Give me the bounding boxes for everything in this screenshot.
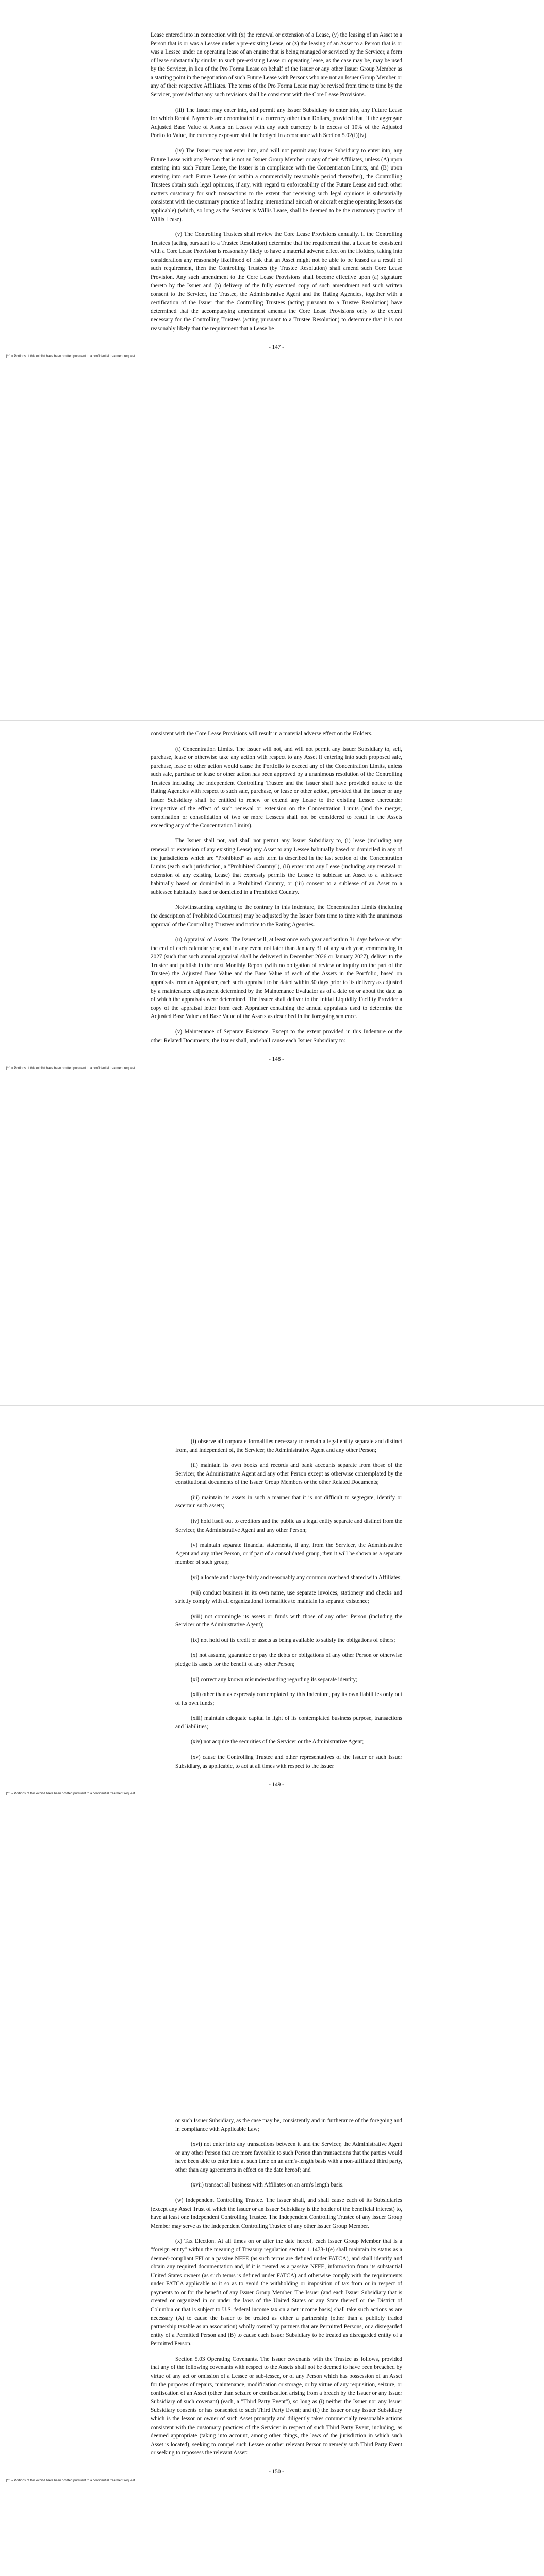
confidential-footnote: [**] = Portions of this exhibit have been omitted pursuant to a confidential treatment request. — [6, 1791, 136, 1795]
list-item: (x) not assume, guarantee or pay the debts or obligations of any other Person or otherwise pledge its assets for the benefit of any other Person; — [175, 1652, 402, 1667]
list-item: (ix) not hold out its credit or assets as being available to satisfy the obligations of others; — [191, 1637, 395, 1643]
list-item: (xiv) not acquire the securities of the Servicer or the Administrative Agent; — [191, 1739, 364, 1745]
page-body — [151, 1437, 402, 1789]
paragraph: (iv) The Issuer may not enter into, and will not permit any Issuer Subsidiary to enter into, any Future Lease with any Person that is not an Issuer Group Member or any of their Affiliates, unless (A) upon entering into such Future Lease, the Issuer is in compliance with the Concentration Limits, and (B) upon entering into such Future Lease (or within a commercially reasonable period thereafter), the Controlling Trustees obtain such legal opinions, if any, with regard to enforceability of the Future Lease and such other matters customary for such transactions to the extent that receiving such legal opinions is substantially consistent with the customary practice of leading international aircraft or aircraft engine operating lessors (as applicable) (which, so long as the Servicer is Willis Lease, shall be deemed to be the customary practice of Willis Lease). — [151, 147, 402, 223]
list-item: (i) observe all corporate formalities necessary to remain a legal entity separate and distinct from, and independent of, the Servicer, the Administrative Agent and any other Person; — [175, 1438, 402, 1453]
list-item: (v) maintain separate financial statements, if any, from the Servicer, the Administrative Agent and any other Person, or if part of a consolidated group, then it will be shown as a separate member of such group; — [175, 1542, 402, 1566]
page-number: - 149 - — [269, 1782, 284, 1788]
paragraph: Notwithstanding anything to the contrary in this Indenture, the Concentration Limits (including the description of Prohibited Countries) may be adjusted by the Issuer from time to time with the unanimous approval of the Controlling Trustees and notice to the Rating Agencies. — [151, 904, 402, 928]
page-body — [151, 31, 402, 352]
page-body — [151, 730, 402, 1064]
page-147 — [0, 31, 544, 359]
page-150 — [0, 2116, 544, 2483]
list-item: (vii) conduct business in its own name, use separate invoices, stationery and checks and strictly comply with all organizational formalities to maintain its separate existence; — [175, 1589, 402, 1605]
paragraph: or such Issuer Subsidiary, as the case may be, consistently and in furtherance of the foregoing and in compliance with Applicable Law; — [175, 2117, 402, 2132]
page-149 — [0, 1437, 544, 1796]
paragraph: (v) Maintenance of Separate Existence. Except to the extent provided in this Indenture or the other Related Documents, the Issuer shall, and shall cause each Issuer Subsidiary to: — [151, 1028, 402, 1044]
list-item: (ii) maintain its own books and records and bank accounts separate from those of the Servicer, the Administrative Agent and any other Person except as otherwise contemplated by the constitutional documents of the Issuer Group Members or the other Related Documents; — [175, 1462, 402, 1486]
paragraph: (u) Appraisal of Assets. The Issuer will, at least once each year and within 31 days before or after the end of each calendar year, and in any event not later than January 31 of any such year, commencing in 2027 (such that such annual appraisal shall be delivered in December 2026 or January 2027), deliver to the Trustee and publish in the next Monthly Report (with no obligation of review or inquiry on the part of the Trustee) the Adjusted Base Value and the Base Value of each of the Assets in the Portfolio, based on appraisals from an Appraiser, each such appraisal to be dated within 30 days prior to its delivery as adjusted by a maintenance adjustment determined by the Maintenance Evaluator as of a date on or about the date as of which the appraisals were determined. The Issuer shall deliver to the Initial Liquidity Facility Provider a copy of the appraisal letter from each Appraiser containing the annual appraisals used to determine the Adjusted Base Value and Base Value of the Assets as described in the foregoing sentence. — [151, 937, 402, 1020]
page-148 — [0, 730, 544, 1071]
paragraph: Section 5.03 Operating Covenants. The Issuer covenants with the Trustee as follows, provided that any of the following covenants with respect to the Assets shall not be deemed to have been breached by virtue of any act or omission of a Lessee or sub-lessee, or of any Person which has possession of an Asset for the purposes of repairs, maintenance, modification or storage, or by virtue of any requisition, seizure, or confiscation of an Asset (other than seizure or confiscation arising from a breach by the Issuer or any Issuer Subsidiary of such covenant) (each, a "Third Party Event"), so long as (i) neither the Issuer nor any Issuer Subsidiary consents or has consented to such Third Party Event; and (ii) the Issuer or any Issuer Subsidiary which is the lessor or owner of such Asset promptly and diligently takes commercially reasonable actions consistent with the customary practices of the Servicer in respect of such Third Party Event, including, as deemed appropriate (taking into account, among other things, the laws of the jurisdiction in which such Asset is located), seeking to compel such Lessee or other relevant Person to remedy such Third Party Event or seeking to repossess the relevant Asset: — [151, 2355, 402, 2456]
confidential-footnote: [**] = Portions of this exhibit have been omitted pursuant to a confidential treatment request. — [6, 2479, 136, 2483]
page-number: - 147 - — [269, 344, 284, 351]
paragraph: consistent with the Core Lease Provisions will result in a material adverse effect on the Holders. — [151, 731, 373, 737]
page-divider — [0, 720, 544, 721]
paragraph: (iii) The Issuer may enter into, and permit any Issuer Subsidiary to enter into, any Future Lease for which Rental Payments are denominated in a currency other than Dollars, provided that, if the aggregate Adjusted Base Value of Assets on Leases with any such currency is in excess of 10% of the Adjusted Portfolio Value, the currency exposure shall be hedged in accordance with Section 5.02(f)(iv). — [151, 107, 402, 139]
paragraph: The Issuer shall not, and shall not permit any Issuer Subsidiary to, (i) lease (including any renewal or extension of any existing Lease) any Asset to any Lessee habitually based or domiciled in any of the jurisdictions which are "Prohibited" as such term is described in the last section of the Concentration Limits (each such jurisdiction, a "Prohibited Country"), (ii) enter into any Lease (including any renewal or extension of any existing Lease) that expressly permits the Lessee to sublease an Asset to a sublessee habitually based or domiciled in a Prohibited Country, or (iii) consent to a sublease of an Asset to a sublessee habitually based or domiciled in a Prohibited Country. — [151, 838, 402, 895]
paragraph: (w) Independent Controlling Trustee. The Issuer shall, and shall cause each of its Subsidiaries (except any Asset Trust of which the Issuer or an Issuer Subsidiary is the holder of the beneficial interest) to, have at least one Independent Controlling Trustee. The Independent Controlling Trustee of any Issuer Group Member may serve as the Independent Controlling Trustee of any other Issuer Group Member. — [151, 2197, 402, 2229]
paragraph: Lease entered into in connection with (x) the renewal or extension of a Lease, (y) the leasing of an Asset to a Person that is or was a Lessee under a pre-existing Lease, or (z) the leasing of an Asset to a Person that is or was a Lessee under an operating lease of an engine that is being managed or serviced by the Servicer, a form of lease substantially similar to such pre-existing Lease or operating lease, as the case may be, may be used by the Servicer, in lieu of the Pro Forma Lease on behalf of the Issuer or any other Issuer Group Member as a starting point in the negotiation of such Future Lease with Persons who are not an Issuer Group Member or any of their respective Affiliates. The terms of the Pro Forma Lease may be revised from time to time by the Servicer, provided that any such revisions shall be consistent with the Core Lease Provisions. — [151, 32, 402, 98]
page-number: - 148 - — [269, 1056, 284, 1063]
page-body — [151, 2116, 402, 2476]
paragraph: (v) The Controlling Trustees shall review the Core Lease Provisions annually. If the Controlling Trustees (acting pursuant to a Trustee Resolution) determine that the requirement that a Lease be consistent with a Core Lease Provision is reasonably likely to have a material adverse effect on the Holders, taking into consideration any reasonably likelihood of risk that an Asset might not be able to be leased as a result of such requirement, then the Controlling Trustees (by Trustee Resolution) shall amend such Core Lease Provision. Any such amendment to the Core Lease Provisions shall become effective upon (a) signature thereto by the Issuer and (b) delivery of the fully executed copy of such amendment and such written consent to the Servicer, the Trustee, the Administrative Agent and the Rating Agencies, together with a certification of the Issuer that the Controlling Trustees (acting pursuant to a Trustee Resolution) have determined that the accompanying amendment amends the Core Lease Provisions only to the extent necessary for the Controlling Trustees (acting pursuant to a Trustee Resolution) to determine that it is not reasonably likely that the requirement that a Lease be — [151, 231, 402, 332]
list-item: (xiii) maintain adequate capital in light of its contemplated business purpose, transactions and liabilities; — [175, 1715, 402, 1730]
paragraph: (t) Concentration Limits. The Issuer will not, and will not permit any Issuer Subsidiary to, sell, purchase, lease or otherwise take any action with respect to any Asset if entering into such proposed sale, purchase, lease or other action would cause the Portfolio to exceed any of the Concentration Limits, unless such sale, purchase or lease or other action has been approved by a unanimous resolution of the Controlling Trustees including the Independent Controlling Trustee and the Issuer shall have provided notice to the Rating Agencies with respect to such sale, purchase, or lease or other action, provided that the Issuer or any Issuer Subsidiary shall be entitled to renew or extend any Lease to the existing Lessee thereunder irrespective of the effect of such renewal or extension on the Concentration Limits (and the merger, combination or consolidation of two or more Lessees shall not be considered to result in the Assets exceeding any of the Concentration Limits). — [151, 745, 402, 829]
paragraph: (x) Tax Election. At all times on or after the date hereof, each Issuer Group Member that is a "foreign entity" within the meaning of Treasury regulation section 1.1473-1(e) shall maintain its status as a deemed-compliant FFI or a passive NFFE (as such terms are defined under FATCA), and shall identify and obtain any required documentation and, if it is treated as a passive NFFE, information from its substantial United States owners (as such terms is defined under FATCA) and otherwise comply with the requirements under FATCA applicable to it so as to avoid the withholding or imposition of tax from or in respect of payments to or for the benefit of any Issuer Group Member. The Issuer (and each Issuer Subsidiary that is created or organized in or under the laws of the United States or any State thereof or the District of Columbia or that is subject to U.S. federal income tax on a net income basis) shall take such actions as are necessary (A) to cause the Issuer to be treated as either a partnership (other than a publicly traded partnership taxable as an association) wholly owned by partners that are Permitted Persons, or a disregarded entity of a Permitted Person and (B) to cause each Issuer Subsidiary to be treated as disregarded entity of a Permitted Person. — [151, 2238, 402, 2347]
list-item: (xvi) not enter into any transactions between it and the Servicer, the Administrative Agent or any other Person that are more favorable to such Person than transactions that the parties would have been able to enter into at such time on an arm's-length basis with a non-affiliated third party, other than any agreements in effect on the date hereof; and — [175, 2141, 402, 2173]
list-item: (xii) other than as expressly contemplated by this Indenture, pay its own liabilities only out of its own funds; — [175, 1691, 402, 1706]
list-item: (xvii) transact all business with Affiliates on an arm's length basis. — [191, 2182, 344, 2189]
confidential-footnote: [**] = Portions of this exhibit have been omitted pursuant to a confidential treatment request. — [6, 1066, 136, 1070]
page-number: - 150 - — [269, 2468, 284, 2475]
confidential-footnote: [**] = Portions of this exhibit have been omitted pursuant to a confidential treatment request. — [6, 354, 136, 358]
list-item: (vi) allocate and charge fairly and reasonably any common overhead shared with Affiliates; — [191, 1574, 402, 1581]
list-item: (xi) correct any known misunderstanding regarding its separate identity; — [191, 1676, 358, 1683]
list-item: (iv) hold itself out to creditors and the public as a legal entity separate and distinct from the Servicer, the Administrative Agent and any other Person; — [175, 1518, 402, 1533]
list-item: (viii) not commingle its assets or funds with those of any other Person (including the Servicer or the Administrative Agent); — [175, 1613, 402, 1629]
list-item: (xv) cause the Controlling Trustee and other representatives of the Issuer or such Issuer Subsidiary, as applicable, to act at all times with respect to the Issuer — [175, 1754, 402, 1769]
page-divider — [0, 1405, 544, 1406]
list-item: (iii) maintain its assets in such a manner that it is not difficult to segregate, identify or ascertain such assets; — [175, 1494, 402, 1510]
